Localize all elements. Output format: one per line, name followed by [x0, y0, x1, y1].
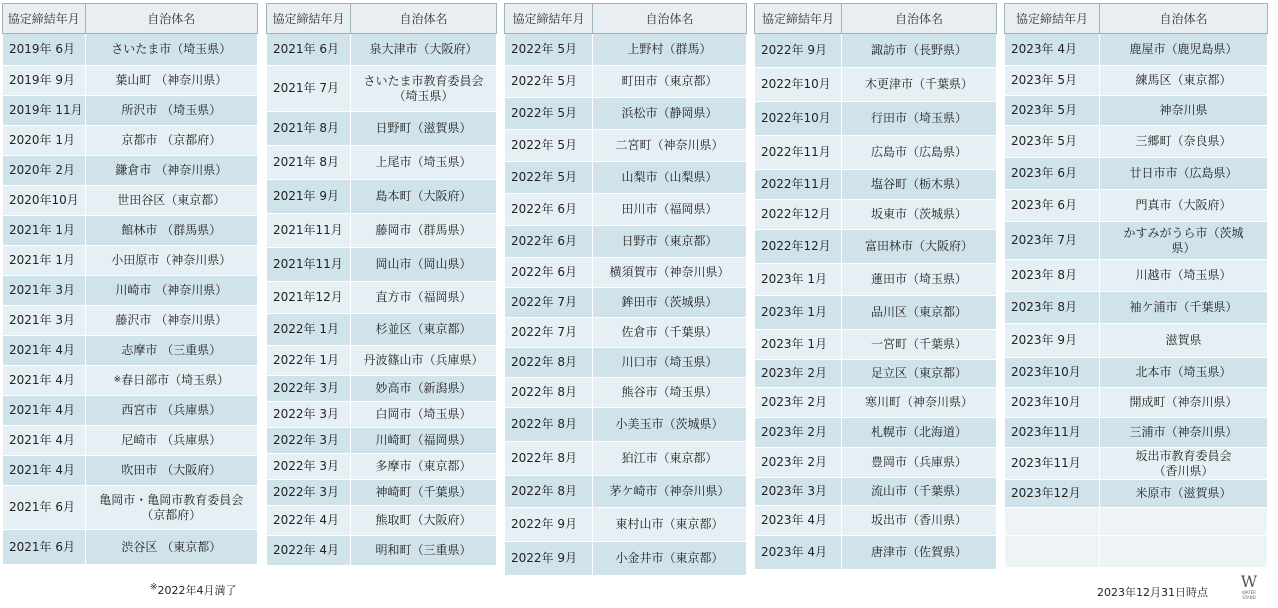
date-cell: 2022年 9月: [505, 542, 593, 576]
municipality-cell: 熊取町（大阪府）: [351, 506, 497, 536]
date-cell: 2023年 2月: [755, 418, 842, 448]
date-cell: 2022年 3月: [267, 376, 351, 402]
date-cell: 2022年 3月: [267, 454, 351, 480]
date-cell: 2021年 8月: [267, 112, 351, 146]
header-date: 協定締結年月: [1005, 4, 1100, 34]
date-cell: 2022年10月: [755, 102, 842, 136]
municipality-prefecture: （埼玉県）: [393, 88, 454, 103]
municipality-cell: 川崎市 （神奈川県）: [85, 276, 257, 306]
date-cell: 2021年 9月: [267, 180, 351, 214]
date-cell: 2023年10月: [1005, 388, 1100, 418]
date-cell: 2021年11月: [267, 248, 351, 282]
date-cell: 2020年 2月: [3, 156, 86, 186]
municipality-cell: 東村山市（東京都）: [593, 508, 747, 542]
date-cell: 2023年 2月: [755, 388, 842, 418]
date-cell: 2022年 8月: [505, 408, 593, 442]
empty-cell: [1005, 508, 1100, 536]
municipality-cell: 足立区（東京都）: [842, 360, 997, 388]
municipality-cell: 開成町（神奈川県）: [1100, 388, 1268, 418]
municipality-cell: 神崎町（千葉県）: [351, 480, 497, 506]
municipality-cell: さいたま市（埼玉県）: [85, 34, 257, 66]
date-cell: 2022年 8月: [505, 442, 593, 476]
header-date: 協定締結年月: [3, 4, 86, 34]
municipality-cell: 白岡市（埼玉県）: [351, 402, 497, 428]
municipality-cell: [85, 486, 257, 530]
date-cell: 2023年 5月: [1005, 126, 1100, 158]
municipality-cell: 広島市（広島県）: [842, 136, 997, 170]
municipality-cell: 西宮市 （兵庫県）: [85, 396, 257, 426]
municipality-cell: 小美玉市（茨城県）: [593, 408, 747, 442]
municipality-cell: 岡山市（岡山県）: [351, 248, 497, 282]
partner-table-1: [2, 3, 258, 565]
header-date: 協定締結年月: [267, 4, 351, 34]
date-cell: 2021年 1月: [3, 246, 86, 276]
municipality-cell: 練馬区（東京都）: [1100, 66, 1268, 96]
municipality-cell: 館林市 （群馬県）: [85, 216, 257, 246]
date-cell: 2022年 7月: [505, 288, 593, 318]
empty-cell: [1100, 536, 1268, 568]
date-cell: 2021年 4月: [3, 456, 86, 486]
date-cell: 2023年10月: [1005, 358, 1100, 388]
municipality-prefecture: 県）: [1171, 240, 1196, 255]
date-cell: 2023年 4月: [1005, 34, 1100, 66]
municipality-cell: 吹田市 （大阪府）: [85, 456, 257, 486]
municipality-cell: [351, 66, 497, 112]
municipality-cell: 北本市（埼玉県）: [1100, 358, 1268, 388]
date-cell: 2021年 6月: [3, 486, 86, 530]
logo-text: WATER STAND: [1242, 590, 1256, 600]
header-name: 自治体名: [85, 4, 257, 34]
date-cell: 2022年 5月: [505, 98, 593, 130]
logo-letter: W: [1240, 572, 1258, 591]
date-cell: 2021年 3月: [3, 306, 86, 336]
municipality-cell: 藤岡市（群馬県）: [351, 214, 497, 248]
date-cell: 2019年 9月: [3, 66, 86, 96]
municipality-cell: 直方市（福岡県）: [351, 282, 497, 314]
footnote-mark: ※: [150, 582, 158, 593]
municipality-cell: 多摩市（東京都）: [351, 454, 497, 480]
municipality-prefecture: （香川県）: [1153, 463, 1214, 478]
date-cell: 2022年 6月: [505, 258, 593, 288]
date-cell: 2023年 6月: [1005, 158, 1100, 190]
municipality-cell: 世田谷区（東京都）: [85, 186, 257, 216]
municipality-cell: 上尾市（埼玉県）: [351, 146, 497, 180]
header-date: 協定締結年月: [755, 4, 842, 34]
header-name: 自治体名: [593, 4, 747, 34]
municipality-cell: 廿日市市（広島県）: [1100, 158, 1268, 190]
municipality-cell: 諏訪市（長野県）: [842, 34, 997, 68]
date-cell: 2022年12月: [755, 200, 842, 230]
date-cell: 2022年 6月: [505, 226, 593, 258]
municipality-prefecture: （京都府）: [141, 507, 202, 522]
date-cell: 2023年 2月: [755, 360, 842, 388]
municipality-name: 亀岡市・亀岡市教育委員会: [99, 492, 244, 507]
date-cell: 2023年11月: [1005, 448, 1100, 480]
date-cell: 2022年 7月: [505, 318, 593, 348]
municipality-cell: 浜松市（静岡県）: [593, 98, 747, 130]
municipality-cell: 塩谷町（栃木県）: [842, 170, 997, 200]
date-cell: 2022年 8月: [505, 378, 593, 408]
municipality-cell: 狛江市（東京都）: [593, 442, 747, 476]
municipality-cell: 川越市（埼玉県）: [1100, 260, 1268, 292]
date-cell: 2022年 5月: [505, 162, 593, 194]
date-cell: 2022年 4月: [267, 536, 351, 566]
date-cell: 2022年 1月: [267, 314, 351, 346]
municipality-cell: 鹿屋市（鹿児島県）: [1100, 34, 1268, 66]
municipality-cell: 尼崎市 （兵庫県）: [85, 426, 257, 456]
date-cell: 2022年 3月: [267, 428, 351, 454]
date-cell: 2021年 4月: [3, 396, 86, 426]
municipality-cell: 米原市（滋賀県）: [1100, 480, 1268, 508]
date-cell: 2019年 11月: [3, 96, 86, 126]
municipality-cell: 木更津市（千葉県）: [842, 68, 997, 102]
municipality-cell: 日野町（滋賀県）: [351, 112, 497, 146]
empty-cell: [1005, 536, 1100, 568]
date-cell: 2021年 6月: [267, 34, 351, 66]
municipality-cell: 二宮町（神奈川県）: [593, 130, 747, 162]
municipality-cell: 三浦市（神奈川県）: [1100, 418, 1268, 448]
municipality-cell: 山梨市（山梨県）: [593, 162, 747, 194]
date-cell: 2021年 8月: [267, 146, 351, 180]
date-cell: 2021年12月: [267, 282, 351, 314]
date-cell: 2022年12月: [755, 230, 842, 264]
date-cell: 2023年 5月: [1005, 66, 1100, 96]
date-cell: 2023年 5月: [1005, 96, 1100, 126]
date-cell: 2021年 6月: [3, 530, 86, 565]
date-cell: 2022年 4月: [267, 506, 351, 536]
municipality-cell: 日野市（東京都）: [593, 226, 747, 258]
date-cell: 2023年12月: [1005, 480, 1100, 508]
header-name: 自治体名: [1100, 4, 1268, 34]
municipality-cell: 京都市 （京都府）: [85, 126, 257, 156]
municipality-cell: 寒川町（神奈川県）: [842, 388, 997, 418]
date-cell: 2021年 7月: [267, 66, 351, 112]
municipality-cell: 丹波篠山市（兵庫県）: [351, 346, 497, 376]
date-cell: 2022年 6月: [505, 194, 593, 226]
date-cell: 2023年 3月: [755, 478, 842, 506]
municipality-cell: 佐倉市（千葉県）: [593, 318, 747, 348]
municipality-cell: [1100, 222, 1268, 260]
municipality-name: かすみがうら市（茨城: [1123, 225, 1244, 240]
municipality-cell: 蓮田市（埼玉県）: [842, 264, 997, 296]
municipality-cell: [85, 366, 257, 396]
header-name: 自治体名: [351, 4, 497, 34]
header-date: 協定締結年月: [505, 4, 593, 34]
municipality-cell: 杉並区（東京都）: [351, 314, 497, 346]
date-cell: 2023年 9月: [1005, 324, 1100, 358]
municipality-cell: 横須賀市（神奈川県）: [593, 258, 747, 288]
municipality-cell: [1100, 448, 1268, 480]
municipality-cell: 袖ケ浦市（千葉県）: [1100, 292, 1268, 324]
footnote-text: 2022年4月満了: [157, 584, 237, 597]
date-cell: 2021年 1月: [3, 216, 86, 246]
date-cell: 2022年11月: [755, 136, 842, 170]
as-of-date: 2023年12月31日時点: [1097, 586, 1208, 599]
municipality-cell: 川口市（埼玉県）: [593, 348, 747, 378]
municipality-cell: 泉大津市（大阪府）: [351, 34, 497, 66]
date-cell: 2022年11月: [755, 170, 842, 200]
date-cell: 2023年 1月: [755, 264, 842, 296]
municipality-cell: 鎌倉市 （神奈川県）: [85, 156, 257, 186]
date-cell: 2023年 4月: [755, 536, 842, 570]
municipality-cell: 行田市（埼玉県）: [842, 102, 997, 136]
municipality-cell: 門真市（大阪府）: [1100, 190, 1268, 222]
municipality-cell: 一宮町（千葉県）: [842, 330, 997, 360]
date-cell: 2023年 8月: [1005, 260, 1100, 292]
partner-table-3: [504, 3, 747, 576]
partner-table-4: [754, 3, 997, 570]
municipality-cell: 札幌市（北海道）: [842, 418, 997, 448]
municipality-cell: 茅ケ崎市（神奈川県）: [593, 476, 747, 508]
municipality-cell: 富田林市（大阪府）: [842, 230, 997, 264]
municipality-cell: 志摩市 （三重県）: [85, 336, 257, 366]
municipality-cell: 小金井市（東京都）: [593, 542, 747, 576]
date-cell: 2023年 2月: [755, 448, 842, 478]
municipality-cell: 坂出市（香川県）: [842, 506, 997, 536]
date-cell: 2022年 5月: [505, 130, 593, 162]
empty-cell: [1100, 508, 1268, 536]
date-cell: 2022年 5月: [505, 66, 593, 98]
date-cell: 2020年 1月: [3, 126, 86, 156]
partner-table-2: [266, 3, 497, 566]
date-cell: 2022年10月: [755, 68, 842, 102]
municipality-cell: 鉾田市（茨城県）: [593, 288, 747, 318]
municipality-cell: 葉山町 （神奈川県）: [85, 66, 257, 96]
partner-table-5: [1004, 3, 1268, 568]
brand-logo: [1237, 574, 1261, 604]
expired-mark: ※: [113, 375, 122, 385]
date-cell: 2023年 8月: [1005, 292, 1100, 324]
date-cell: 2019年 6月: [3, 34, 86, 66]
date-cell: 2023年 1月: [755, 296, 842, 330]
date-cell: 2023年 6月: [1005, 190, 1100, 222]
date-cell: 2022年 1月: [267, 346, 351, 376]
municipality-cell: 唐津市（佐賀県）: [842, 536, 997, 570]
date-cell: 2023年 4月: [755, 506, 842, 536]
municipality-cell: 島本町（大阪府）: [351, 180, 497, 214]
municipality-cell: 町田市（東京都）: [593, 66, 747, 98]
date-cell: 2022年 9月: [505, 508, 593, 542]
municipality-cell: 所沢市 （埼玉県）: [85, 96, 257, 126]
municipality-cell: 藤沢市 （神奈川県）: [85, 306, 257, 336]
date-cell: 2023年 7月: [1005, 222, 1100, 260]
date-cell: 2022年 8月: [505, 348, 593, 378]
date-cell: 2022年 8月: [505, 476, 593, 508]
date-cell: 2021年 4月: [3, 366, 86, 396]
date-cell: 2020年10月: [3, 186, 86, 216]
municipality-cell: 滋賀県: [1100, 324, 1268, 358]
date-cell: 2023年 1月: [755, 330, 842, 360]
municipality-cell: 小田原市（神奈川県）: [85, 246, 257, 276]
date-cell: 2021年 3月: [3, 276, 86, 306]
footnote: [150, 582, 237, 598]
municipality-name: さいたま市教育委員会: [363, 73, 484, 88]
municipality-cell: 妙高市（新潟県）: [351, 376, 497, 402]
date-cell: 2021年 4月: [3, 426, 86, 456]
municipality-cell: 川崎町（福岡県）: [351, 428, 497, 454]
municipality-name: 春日部市（埼玉県）: [121, 373, 230, 387]
date-cell: 2022年 3月: [267, 402, 351, 428]
date-cell: 2022年 5月: [505, 34, 593, 66]
municipality-cell: 明和町（三重県）: [351, 536, 497, 566]
municipality-cell: 豊岡市（兵庫県）: [842, 448, 997, 478]
municipality-cell: 坂東市（茨城県）: [842, 200, 997, 230]
municipality-cell: 流山市（千葉県）: [842, 478, 997, 506]
municipality-cell: 渋谷区 （東京都）: [85, 530, 257, 565]
municipality-cell: 神奈川県: [1100, 96, 1268, 126]
header-name: 自治体名: [842, 4, 997, 34]
municipality-cell: 三郷町（奈良県）: [1100, 126, 1268, 158]
municipality-cell: 熊谷市（埼玉県）: [593, 378, 747, 408]
date-cell: 2022年 9月: [755, 34, 842, 68]
date-cell: 2023年11月: [1005, 418, 1100, 448]
municipality-cell: 上野村（群馬）: [593, 34, 747, 66]
municipality-name: 坂出市教育委員会: [1135, 448, 1232, 463]
municipality-cell: 品川区（東京都）: [842, 296, 997, 330]
municipality-cell: 田川市（福岡県）: [593, 194, 747, 226]
date-cell: 2021年 4月: [3, 336, 86, 366]
date-cell: 2022年 3月: [267, 480, 351, 506]
date-cell: 2021年11月: [267, 214, 351, 248]
